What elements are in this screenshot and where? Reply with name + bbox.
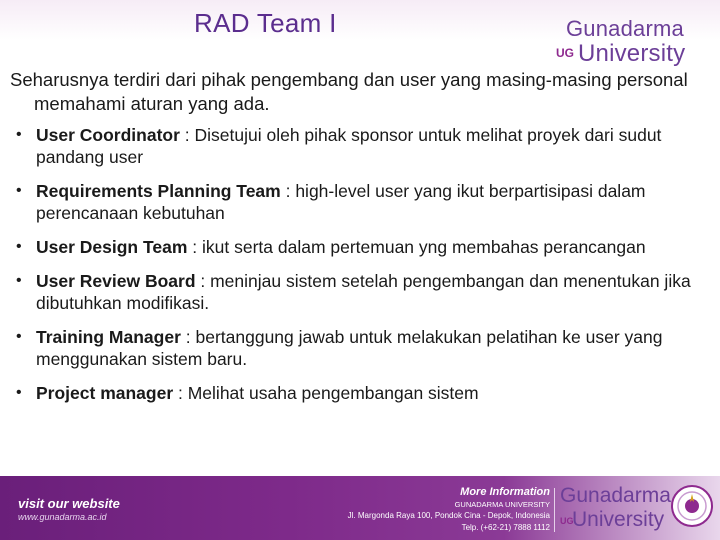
footer-divider — [554, 488, 555, 532]
bullet-icon: • — [16, 272, 22, 289]
slide-content — [10, 68, 702, 416]
brand-line1: Gunadarma — [566, 16, 684, 41]
bullet-term: Training Manager — [36, 327, 181, 347]
bullet-item — [10, 124, 702, 168]
university-logo — [556, 16, 706, 72]
bullet-text: : meninjau sistem setelah pengembangan dan menentukan jika dibutuhkan modifikasi. — [36, 271, 691, 313]
bullet-term: Requirements Planning Team — [36, 181, 281, 201]
footer-brand-line1: Gunadarma — [560, 484, 671, 507]
bullet-term: User Design Team — [36, 237, 188, 257]
bullet-text: : high-level user yang ikut berpartisipasi dalam perencanaan kebutuhan — [36, 181, 646, 223]
footer-university-logo — [560, 482, 678, 536]
bullet-term: User Review Board — [36, 271, 196, 291]
bullet-item — [10, 180, 702, 224]
bullet-item — [10, 236, 702, 258]
footer-bar — [0, 476, 720, 540]
bullet-text: : Disetujui oleh pihak sponsor untuk melihat proyek dari sudut pandang user — [36, 125, 662, 167]
phone-line: Telp. (+62-21) 7888 1112 — [461, 523, 550, 532]
bullet-item — [10, 326, 702, 370]
bullet-icon: • — [16, 238, 22, 255]
bullet-icon: • — [16, 182, 22, 199]
bullet-text: : bertanggung jawab untuk melakukan pelatihan ke user yang menggunakan sistem baru. — [36, 327, 663, 369]
intro-text: Seharusnya terdiri dari pihak pengembang dan user yang masing-masing personal memahami aturan yang ada. — [10, 69, 688, 114]
university-seal-icon — [670, 484, 714, 528]
website-link[interactable]: www.gunadarma.ac.id — [18, 512, 107, 522]
bullet-text: : Melihat usaha pengembangan sistem — [173, 383, 479, 403]
slide-title: RAD Team I — [194, 8, 337, 38]
brand-ug: UG — [556, 46, 574, 60]
bullet-term: User Coordinator — [36, 125, 180, 145]
bullet-icon: • — [16, 384, 22, 401]
bullet-list — [10, 124, 702, 404]
bullet-item — [10, 382, 702, 404]
more-info-title: More Information — [460, 486, 550, 498]
bullet-icon: • — [16, 126, 22, 143]
footer-brand-line2: University — [572, 508, 665, 531]
bullet-icon: • — [16, 328, 22, 345]
bullet-term: Project manager — [36, 383, 174, 403]
contact-address — [310, 510, 550, 534]
bullet-item — [10, 270, 702, 314]
bullet-text: : ikut serta dalam pertemuan yng membahas perancangan — [187, 237, 646, 257]
brand-line2: University — [578, 40, 686, 67]
visit-website-label: visit our website — [18, 496, 120, 511]
footer-brand-ug: UG — [560, 516, 574, 526]
more-info-sub: GUNADARMA UNIVERSITY — [454, 500, 550, 509]
address-line: Jl. Margonda Raya 100, Pondok Cina - Depok, Indonesia — [347, 511, 550, 520]
more-information — [440, 486, 550, 509]
